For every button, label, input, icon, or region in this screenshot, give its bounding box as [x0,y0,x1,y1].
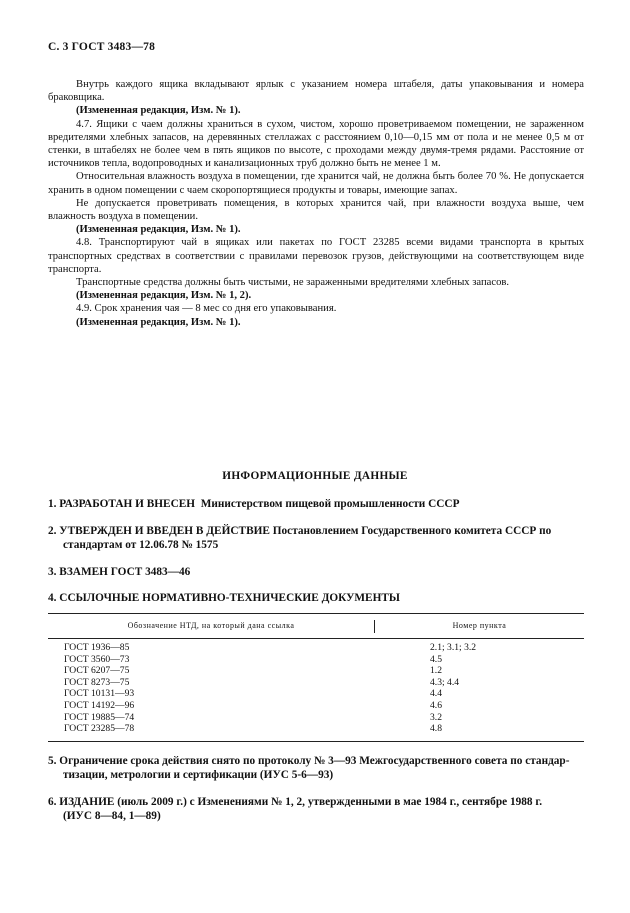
table-cell-clause: 3.2 [430,711,442,723]
table-cell-doc: ГОСТ 14192—96 [64,699,135,711]
table-header [48,613,584,639]
paragraph-label-note: Внутрь каждого ящика вкладывают ярлык с указанием номера штабеля, даты упаковывания и номера браковщика. [48,79,584,104]
paragraph-humidity: Относительная влажность воздуха в помещении, где хранится чай, не должна быть более 70 %. Не допускается хранить в одном помещении с чаем скоропортящиеся продукты и товары, имеющие запах. [48,171,584,196]
table-row [48,712,584,724]
table-cell-doc: ГОСТ 8273—75 [64,676,130,688]
body-text [48,78,584,329]
table-row [48,688,584,700]
table-cell-doc: ГОСТ 19885—74 [64,711,135,723]
paragraph-4-8: 4.8. Транспортируют чай в ящиках или пакетах по ГОСТ 23285 всеми видами транспорта в крытых транспортных средствах в соответствии с правилами перевозок грузов, действующими на соответствующем виде транспорта. [48,237,584,275]
info-item-1-label: 1. РАЗРАБОТАН И ВНЕСЕН [48,498,196,510]
table-cell-clause: 4.6 [430,699,442,711]
table-cell-doc: ГОСТ 10131—93 [64,688,135,700]
table-body [48,642,584,735]
table-row [48,654,584,666]
paragraph-transport-clean: Транспортные средства должны быть чистыми, не зараженными вредителями хлебных запасов. [76,277,510,289]
info-item-4: 4. ССЫЛОЧНЫЕ НОРМАТИВНО-ТЕХНИЧЕСКИЕ ДОКУМЕНТЫ [48,592,400,604]
table-row [48,700,584,712]
info-item-3: 3. ВЗАМЕН ГОСТ 3483—46 [48,566,191,578]
info-item-5 [48,754,584,782]
table-bottom-rule [48,741,584,742]
revision-note: (Измененная редакция, Изм. № 1). [76,224,241,236]
table-cell-doc: ГОСТ 1936—85 [64,642,130,653]
info-item-1 [48,497,584,511]
table-cell-clause: 4.3; 4.4 [430,676,460,688]
info-item-2 [48,524,584,552]
table-col-doc: Обозначение НТД, на который дана ссылка [48,620,375,633]
page-header: С. 3 ГОСТ 3483—78 [48,41,156,53]
table-cell-clause: 1.2 [430,665,442,677]
table-cell-doc: ГОСТ 23285—78 [64,723,135,735]
info-item-5-line1: 5. Ограничение срока действия снято по протоколу № 3—93 Межгосударственного совета по стандар- [48,755,570,767]
paragraph-4-9: 4.9. Срок хранения чая — 8 мес со дня его упаковывания. [76,303,337,315]
revision-note: (Измененная редакция, Изм. № 1). [76,105,241,117]
info-item-5-line2: тизации, метрологии и сертификации (ИУС 5-6—93) [63,769,334,781]
table-cell-clause: 4.4 [430,688,442,700]
table-cell-clause: 2.1; 3.1; 3.2 [430,642,477,653]
info-item-6-line2: (ИУС 8—84, 1—89) [63,810,161,822]
info-item-2-cont: стандартам от 12.06.78 № 1575 [63,539,219,551]
paragraph-4-7: 4.7. Ящики с чаем должны храниться в сухом, чистом, хорошо проветриваемом помещении, не зараженном вредителями хлебных запасов, на деревянных стеллажах с расстоянием 0,10—0,15 мм от пола и не менее 0,5 м от стенки, в штабелях не более чем в пять ящиков по высоте, с проходами между двумя-тремя рядами. Расстояние от источников тепла, водопроводных и канализационных труб должно быть не менее 1 м. [48,118,584,170]
table-col-clause: Номер пункта [452,621,507,630]
revision-note: (Измененная редакция, Изм. № 1, 2). [76,290,252,302]
table-row [48,642,584,654]
table-cell-clause: 4.8 [430,723,442,735]
table-cell-doc: ГОСТ 6207—75 [64,665,130,677]
info-item-2-text: Постановлением Государственного комитета СССР по [272,525,552,537]
info-item-6 [48,795,584,823]
table-row [48,677,584,689]
revision-note: (Измененная редакция, Изм. № 1). [76,316,241,328]
table-row [48,665,584,677]
info-item-6-line1: 6. ИЗДАНИЕ (июль 2009 г.) с Изменениями № 1, 2, утвержденными в мае 1984 г., сентябре 1988 г. [48,796,543,808]
table-cell-clause: 4.5 [430,653,442,665]
table-row [48,723,584,735]
info-item-2-label: 2. УТВЕРЖДЕН И ВВЕДЕН В ДЕЙСТВИЕ [48,525,270,537]
paragraph-ventilation: Не допускается проветривать помещения, в которых хранится чай, при влажности воздуха выше, чем влажность воздуха в помещении. [48,197,584,223]
info-title: ИНФОРМАЦИОННЫЕ ДАННЫЕ [222,470,408,482]
table-cell-doc: ГОСТ 3560—73 [64,653,130,665]
info-item-1-text: Министерством пищевой промышленности СССР [200,498,460,510]
